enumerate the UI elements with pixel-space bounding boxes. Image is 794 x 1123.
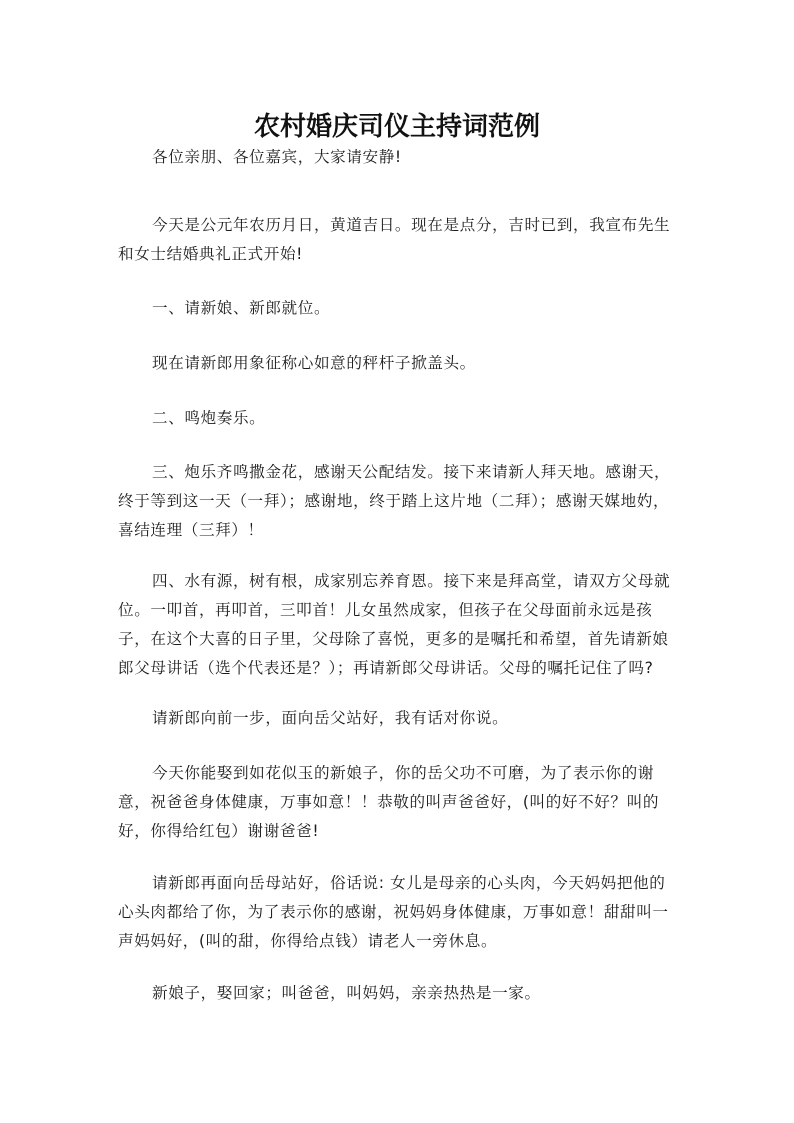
document-title: 农村婚庆司仪主持词范例 — [253, 112, 540, 142]
paragraph-step-three: 三、炮乐齐鸣撒金花，感谢天公配结发。接下来请新人拜天地。感谢天，终于等到这一天（一拜）；感谢地，终于踏上这片地（二拜）；感谢天媒地妁，喜结连理（三拜）！ — [118, 463, 671, 539]
paragraph-closing: 新娘子，娶回家；叫爸爸，叫妈妈，亲亲热热是一家。 — [152, 984, 541, 1002]
paragraph-face-father: 请新郎向前一步，面向岳父站好，我有话对你说。 — [152, 709, 509, 727]
paragraph-thank-father: 今天你能娶到如花似玉的新娘子，你的岳父功不可磨，为了表示你的谢意，祝爸爸身体健康，万事如意！！恭敬的叫声爸爸好，(叫的好不好？叫的好，你得给红包）谢谢爸爸! — [118, 764, 660, 840]
paragraph-step-one: 一、请新娘、新郎就位。 — [152, 299, 331, 317]
paragraph-step-four: 四、水有源，树有根，成家别忘养育恩。接下来是拜高堂，请双方父母就位。一叩首，再叩首，三叩首！儿女虽然成家，但孩子在父母面前永远是孩子，在这个大喜的日子里，父母除了喜悦，更多的是嘱托和希望，首先请新娘郎父母讲话（选个代表还是？）；再请新郎父母讲话。父母的嘱托记住了吗? — [118, 572, 671, 677]
paragraph-step-two: 二、鸣炮奏乐。 — [152, 409, 266, 427]
paragraph-greeting: 各位亲朋、各位嘉宾，大家请安静! — [152, 148, 402, 166]
paragraph-thank-mother: 请新郎再面向岳母站好，俗话说: 女儿是母亲的心头肉，今天妈妈把他的心头肉都给了你，为了表示你的感谢，祝妈妈身体健康，万事如意！甜甜叫一声妈妈好，(叫的甜，你得给点钱）请老人一旁休息。 — [118, 874, 669, 950]
paragraph-unveil: 现在请新郎用象征称心如意的秤杆子掀盖头。 — [152, 354, 476, 372]
paragraph-opening: 今天是公元年农历月日，黄道吉日。现在是点分，吉时已到，我宣布先生和女士结婚典礼正式开始! — [118, 216, 671, 263]
